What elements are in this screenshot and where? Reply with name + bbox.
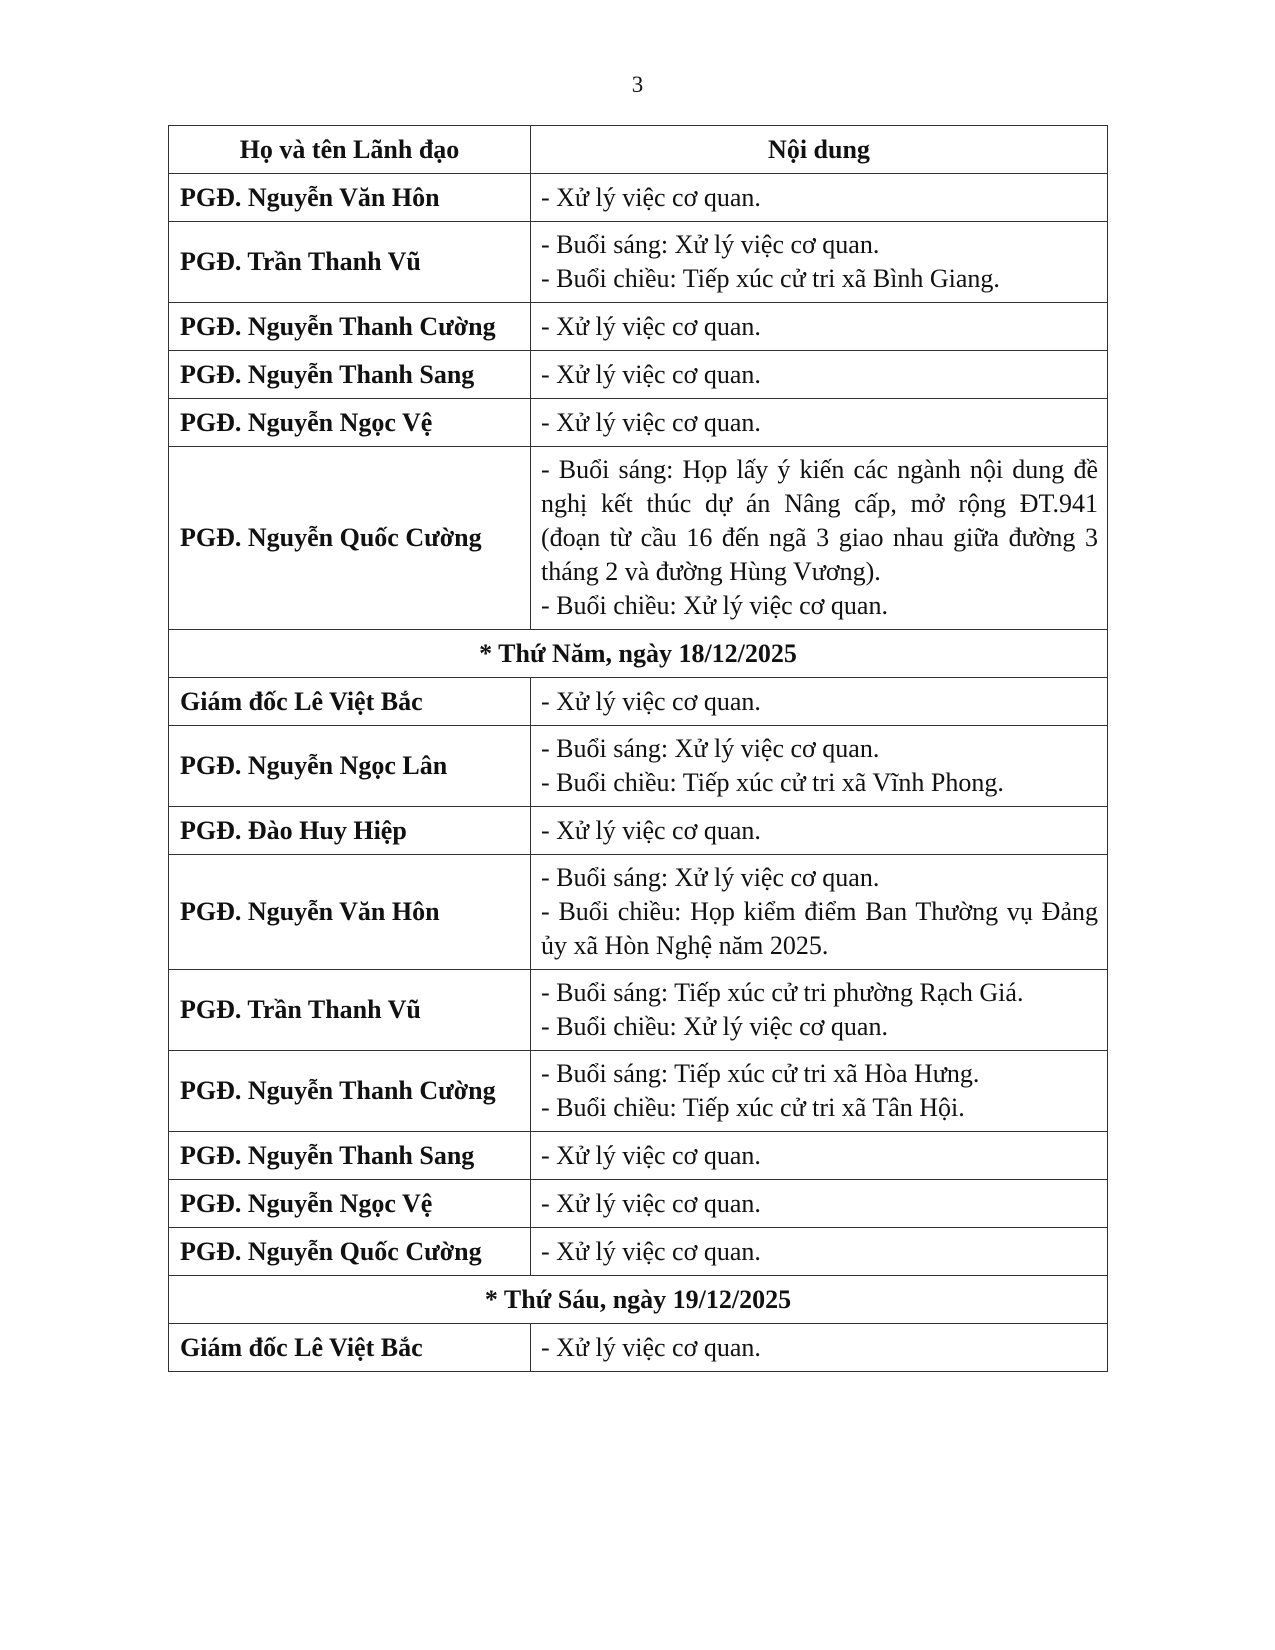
task-content: [531, 726, 1108, 807]
task-line: - Buổi sáng: Xử lý việc cơ quan.: [541, 230, 880, 259]
leader-name: PGĐ. Nguyễn Văn Hôn: [169, 174, 531, 222]
table-row: [169, 1132, 1108, 1180]
task-content: [531, 1132, 1108, 1180]
header-content: Nội dung: [531, 126, 1108, 174]
table-row: [169, 1228, 1108, 1276]
leader-name: PGĐ. Đào Huy Hiệp: [169, 807, 531, 855]
task-content: [531, 1051, 1108, 1132]
table-row: [169, 807, 1108, 855]
task-line: - Buổi chiều: Tiếp xúc cử tri xã Bình Giang.: [541, 264, 1000, 293]
leadership-schedule-table: [168, 125, 1108, 1372]
day-heading: * Thứ Năm, ngày 18/12/2025: [169, 630, 1108, 678]
leader-name: PGĐ. Nguyễn Thanh Cường: [169, 1051, 531, 1132]
table-header-row: [169, 126, 1108, 174]
task-line: - Buổi sáng: Tiếp xúc cử tri xã Hòa Hưng.: [541, 1059, 980, 1088]
day-heading-row: [169, 1276, 1108, 1324]
task-line: - Xử lý việc cơ quan.: [541, 686, 761, 716]
table-row: [169, 447, 1108, 630]
table-row: [169, 1180, 1108, 1228]
task-line: - Xử lý việc cơ quan.: [541, 359, 761, 389]
table-row: [169, 303, 1108, 351]
task-line: - Buổi sáng: Họp lấy ý kiến các ngành nội dung đề nghị kết thúc dự án Nâng cấp, mở rộng ĐT.941 (đoạn từ cầu 16 đến ngã 3 giao nhau giữa đường 3 tháng 2 và đường Hùng Vương).: [541, 455, 1098, 586]
task-content: [531, 678, 1108, 726]
task-content: [531, 399, 1108, 447]
leader-name: PGĐ. Nguyễn Quốc Cường: [169, 1228, 531, 1276]
leader-name: PGĐ. Nguyễn Ngọc Lân: [169, 726, 531, 807]
task-content: [531, 351, 1108, 399]
leader-name: PGĐ. Trần Thanh Vũ: [169, 222, 531, 303]
task-line: - Buổi chiều: Xử lý việc cơ quan.: [541, 1012, 888, 1041]
table-row: [169, 678, 1108, 726]
table-row: [169, 351, 1108, 399]
leader-name: PGĐ. Nguyễn Văn Hôn: [169, 855, 531, 970]
table-row: [169, 399, 1108, 447]
task-content: [531, 303, 1108, 351]
task-content: [531, 970, 1108, 1051]
task-content: [531, 174, 1108, 222]
table-row: [169, 855, 1108, 970]
leader-name: PGĐ. Nguyễn Ngọc Vệ: [169, 1180, 531, 1228]
table-row: [169, 1051, 1108, 1132]
task-content: [531, 1324, 1108, 1372]
table-body: [169, 174, 1108, 1372]
leader-name: PGĐ. Nguyễn Thanh Sang: [169, 351, 531, 399]
task-line: - Buổi chiều: Tiếp xúc cử tri xã Tân Hội.: [541, 1093, 965, 1122]
leader-name: PGĐ. Nguyễn Thanh Cường: [169, 303, 531, 351]
task-line: - Buổi chiều: Xử lý việc cơ quan.: [541, 591, 888, 620]
leader-name: PGĐ. Nguyễn Ngọc Vệ: [169, 399, 531, 447]
task-line: - Buổi chiều: Họp kiểm điểm Ban Thường vụ Đảng ủy xã Hòn Nghệ năm 2025.: [541, 897, 1098, 960]
task-line: - Xử lý việc cơ quan.: [541, 1188, 761, 1218]
day-heading-row: [169, 630, 1108, 678]
table-row: [169, 726, 1108, 807]
task-content: [531, 447, 1108, 630]
leader-name: PGĐ. Nguyễn Thanh Sang: [169, 1132, 531, 1180]
task-line: - Buổi sáng: Xử lý việc cơ quan.: [541, 863, 880, 892]
task-line: - Xử lý việc cơ quan.: [541, 815, 761, 845]
table-row: [169, 222, 1108, 303]
task-content: [531, 1228, 1108, 1276]
task-line: - Xử lý việc cơ quan.: [541, 311, 761, 341]
leader-name: Giám đốc Lê Việt Bắc: [169, 1324, 531, 1372]
task-line: - Xử lý việc cơ quan.: [541, 407, 761, 437]
task-line: - Xử lý việc cơ quan.: [541, 1140, 761, 1170]
task-content: [531, 807, 1108, 855]
task-content: [531, 222, 1108, 303]
table-row: [169, 1324, 1108, 1372]
task-line: - Xử lý việc cơ quan.: [541, 1332, 761, 1362]
task-content: [531, 1180, 1108, 1228]
table-row: [169, 174, 1108, 222]
page-number: 3: [631, 72, 644, 97]
day-heading: * Thứ Sáu, ngày 19/12/2025: [169, 1276, 1108, 1324]
task-line: - Xử lý việc cơ quan.: [541, 1236, 761, 1266]
task-line: - Buổi chiều: Tiếp xúc cử tri xã Vĩnh Phong.: [541, 768, 1004, 797]
leader-name: Giám đốc Lê Việt Bắc: [169, 678, 531, 726]
task-line: - Xử lý việc cơ quan.: [541, 182, 761, 212]
task-content: [531, 855, 1108, 970]
table-row: [169, 970, 1108, 1051]
task-line: - Buổi sáng: Xử lý việc cơ quan.: [541, 734, 880, 763]
header-leader-name: Họ và tên Lãnh đạo: [169, 126, 531, 174]
leader-name: PGĐ. Nguyễn Quốc Cường: [169, 447, 531, 630]
task-line: - Buổi sáng: Tiếp xúc cử tri phường Rạch Giá.: [541, 978, 1024, 1007]
leader-name: PGĐ. Trần Thanh Vũ: [169, 970, 531, 1051]
